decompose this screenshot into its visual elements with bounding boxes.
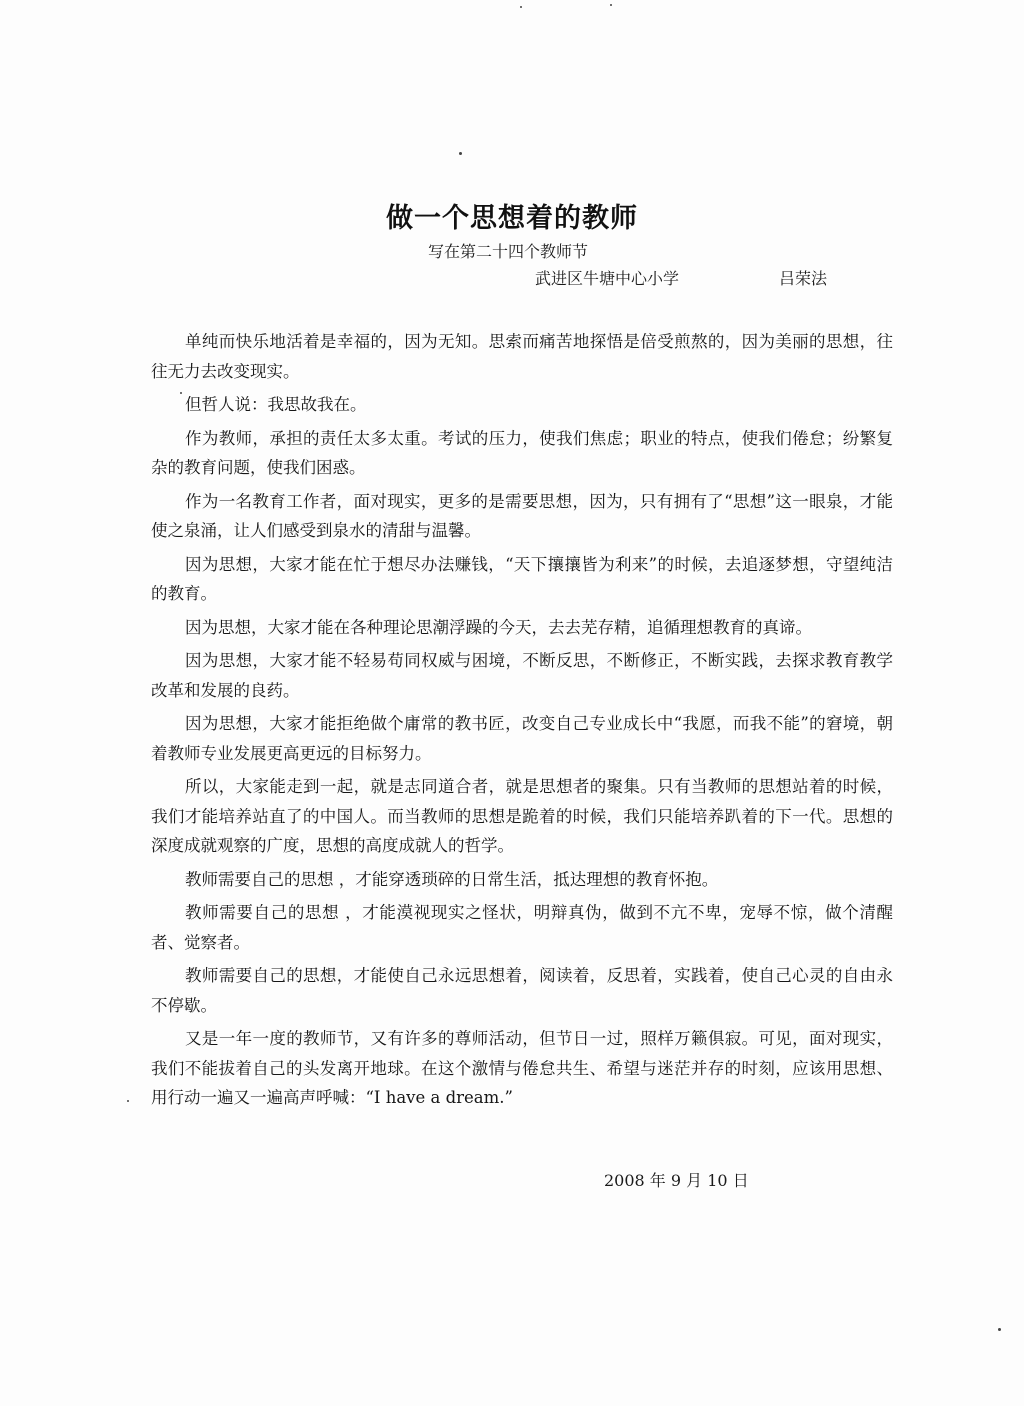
paragraph: 因为思想，大家才能拒绝做个庸常的教书匠，改变自己专业成长中“我愿，而我不能”的窘境，朝着教师专业发展更高更远的目标努力。: [151, 714, 893, 763]
paragraph: 但哲人说：我思故我在。: [185, 395, 367, 414]
paragraph: 教师需要自己的思想 ，才能漠视现实之怪状，明辩真伪，做到不亢不卑，宠辱不惊，做个清醒者、觉察者。: [151, 903, 893, 952]
document-title: 做一个思想着的教师: [386, 203, 638, 234]
document-date: 2008 年 9 月 10 日: [604, 1171, 749, 1190]
scan-speck: [998, 1328, 1001, 1331]
author-school: 武进区牛塘中心小学: [535, 269, 680, 288]
paragraph: 因为思想，大家才能在忙于想尽办法赚钱，“天下攘攘皆为利来”的时候，去追逐梦想，守望纯洁的教育。: [151, 554, 893, 603]
document-subtitle: 写在第二十四个教师节: [428, 242, 589, 261]
scan-speck: [180, 392, 182, 394]
paragraph: 单纯而快乐地活着是幸福的，因为无知。思索而痛苦地探悟是倍受煎熬的，因为美丽的思想，往往无力去改变现实。: [151, 332, 893, 381]
scan-speck: [610, 4, 612, 6]
paragraph: 又是一年一度的教师节，又有许多的尊师活动，但节日一过，照样万籁俱寂。可见，面对现实，我们不能拔着自己的头发离开地球。在这个激情与倦怠共生、希望与迷茫并存的时刻，应该用思想、用行动一遍又一遍高声呼喊：“I have a dream.”: [151, 1029, 893, 1107]
paragraph: 作为一名教育工作者，面对现实，更多的是需要思想，因为，只有拥有了“思想”这一眼泉，才能使之泉涌，让人们感受到泉水的清甜与温馨。: [151, 491, 893, 540]
author-name: 吕荣法: [779, 269, 828, 288]
paragraph: 教师需要自己的思想，才能使自己永远思想着，阅读着，反思着，实践着，使自己心灵的自由永不停歇。: [151, 966, 893, 1015]
paragraph: 因为思想，大家才能不轻易苟同权威与困境，不断反思，不断修正，不断实践，去探求教育教学改革和发展的良药。: [151, 651, 893, 700]
paragraph: 教师需要自己的思想 ，才能穿透琐碎的日常生活，抵达理想的教育怀抱。: [185, 869, 719, 889]
scan-speck: [127, 1100, 129, 1102]
article-body: [151, 327, 893, 1117]
paragraph: 因为思想，大家才能在各种理论思潮浮躁的今天，去去芜存精，追循理想教育的真谛。: [185, 617, 812, 637]
scan-speck: [459, 152, 462, 155]
scan-speck: [520, 6, 522, 8]
paragraph: 所以，大家能走到一起，就是志同道合者，就是思想者的聚集。只有当教师的思想站着的时候，我们才能培养站直了的中国人。而当教师的思想是跪着的时候，我们只能培养趴着的下一代。思想的深度成就观察的广度，思想的高度成就人的哲学。: [151, 777, 893, 855]
paragraph: 作为教师，承担的责任太多太重。考试的压力，使我们焦虑；职业的特点，使我们倦怠；纷繁复杂的教育问题，使我们困惑。: [151, 428, 893, 477]
